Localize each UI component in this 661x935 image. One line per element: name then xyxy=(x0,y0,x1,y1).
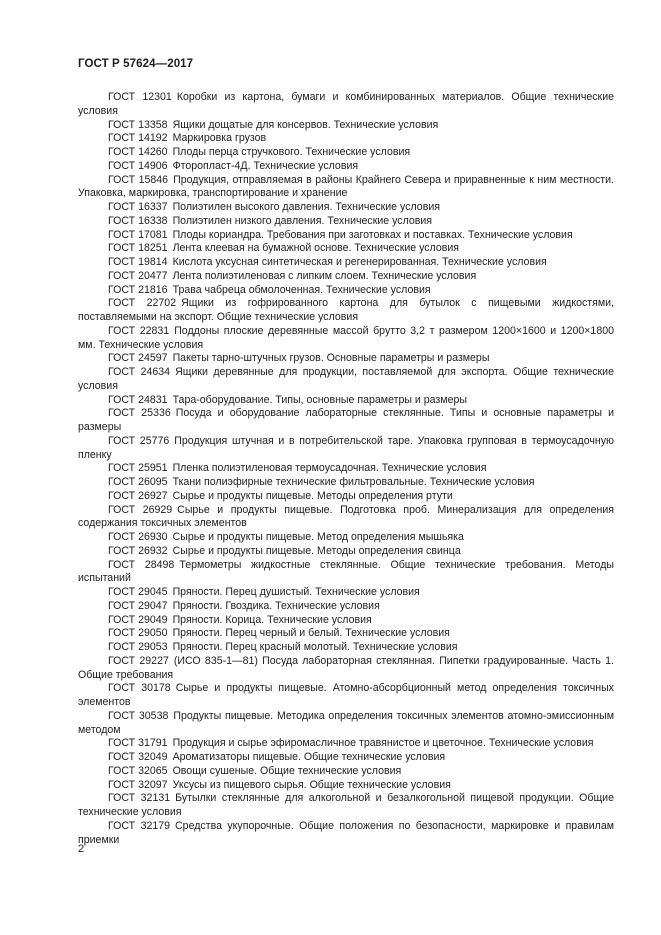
standard-title: Сырье и продукты пищевые. Методы определения ртути xyxy=(172,489,453,502)
document-header: ГОСТ Р 57624—2017 xyxy=(78,58,194,70)
standard-title: Ткани полиэфирные технические фильтровальные. Технические условия xyxy=(172,476,535,488)
standard-title: Продукция штучная и в потребительской таре. Упаковка групповая в термоусадочную пленку xyxy=(78,434,614,461)
standard-title: Термометры жидкостные стеклянные. Общие технические требования. Методы испытаний xyxy=(78,558,614,585)
reference-entry xyxy=(78,655,614,683)
standard-title: Пряности. Перец красный молотый. Технические условия xyxy=(172,641,458,653)
standard-title: Ящики деревянные для продукции, поставляемой для экспорта. Общие технические условия xyxy=(78,366,614,392)
standard-code: ГОСТ 24634 xyxy=(108,366,171,378)
reference-entry xyxy=(78,765,614,779)
standard-code: ГОСТ 17081 xyxy=(108,228,168,241)
reference-entry xyxy=(78,682,614,710)
standard-title: Плоды перца стручкового. Технические условия xyxy=(172,146,411,158)
reference-entry xyxy=(78,462,614,476)
standard-code: ГОСТ 26095 xyxy=(108,476,168,488)
standard-code: ГОСТ 15846 xyxy=(108,173,169,186)
standard-code: ГОСТ 25951 xyxy=(108,462,168,475)
reference-entry xyxy=(78,614,614,628)
standard-title: Сырье и продукты пищевые. Атомно-абсорбционный метод определения токсичных элементов xyxy=(78,682,614,708)
reference-entry xyxy=(78,586,614,600)
standard-title: Сырье и продукты пищевые. Подготовка проб. Минерализация для определения содержания токсичных элементов xyxy=(78,503,614,530)
reference-entry xyxy=(78,215,614,229)
standard-code: ГОСТ 30178 xyxy=(108,682,171,695)
standard-title: Средства укупорочные. Общие положения по безопасности, маркировке и правилам приемки xyxy=(78,819,614,846)
reference-entry xyxy=(78,476,614,490)
reference-entry xyxy=(78,779,614,793)
standard-code: ГОСТ 29047 xyxy=(108,599,168,612)
reference-entry xyxy=(78,792,614,820)
standard-title: Трава чабреца обмолоченная. Технические условия xyxy=(172,283,431,296)
reference-entry xyxy=(78,352,614,366)
standard-code: ГОСТ 25336 xyxy=(108,407,171,420)
reference-entry xyxy=(78,297,614,325)
standard-title: Ароматизаторы пищевые. Общие технические условия xyxy=(172,751,446,763)
standard-title: Продукты пищевые. Методика определения токсичных элементов атомно-эмиссионным методом xyxy=(78,709,614,736)
standard-title: Кислота уксусная синтетическая и регенерированная. Технические условия xyxy=(172,256,547,268)
standard-title: Пряности. Перец душистый. Технические условия xyxy=(172,586,420,598)
standard-code: ГОСТ 29045 xyxy=(108,586,168,598)
standard-code: ГОСТ 32049 xyxy=(108,751,168,763)
standard-title: Полиэтилен низкого давления. Технические условия xyxy=(172,214,433,227)
standard-title: Коробки из картона, бумаги и комбинированных материалов. Общие технические условия xyxy=(78,91,615,117)
reference-entry xyxy=(78,737,614,751)
page-number: 2 xyxy=(78,843,85,855)
standard-title: Пряности. Перец черный и белый. Технические условия xyxy=(172,627,450,640)
standard-code: ГОСТ 29049 xyxy=(108,613,168,626)
standard-code: ГОСТ 19814 xyxy=(108,256,168,268)
reference-entry xyxy=(78,160,614,174)
standard-title: Плоды кориандра. Требования при заготовках и поставках. Технические условия xyxy=(172,228,573,241)
reference-entry xyxy=(78,751,614,765)
reference-entry xyxy=(78,256,614,270)
reference-entry xyxy=(78,270,614,284)
standard-code: ГОСТ 22702 xyxy=(108,297,177,310)
standard-title: Посуда и оборудование лабораторные стеклянные. Типы и основные параметры и размеры xyxy=(78,407,614,433)
standard-code: ГОСТ 32131 xyxy=(108,792,171,805)
standard-code: ГОСТ 32065 xyxy=(108,764,168,777)
standard-title: Пряности. Гвоздика. Технические условия xyxy=(172,599,380,612)
standard-title: (ИСО 835-1—81) Посуда лабораторная стеклянная. Пипетки градуированные. Часть 1. Общие требования xyxy=(78,654,614,681)
standard-title: Бутылки стеклянные для алкогольной и безалкогольной пищевой продукции. Общие технические условия xyxy=(78,792,614,818)
reference-entry xyxy=(78,91,614,119)
reference-entry xyxy=(78,559,614,587)
reference-entry xyxy=(78,710,614,738)
standard-code: ГОСТ 20477 xyxy=(108,269,168,282)
reference-entry xyxy=(78,627,614,641)
standard-code: ГОСТ 30538 xyxy=(108,709,169,722)
standard-code: ГОСТ 26929 xyxy=(108,503,173,516)
standard-title: Сырье и продукты пищевые. Метод определения мышьяка xyxy=(172,531,464,543)
reference-entry xyxy=(78,366,614,394)
standard-code: ГОСТ 28498 xyxy=(108,558,175,571)
standard-title: Сырье и продукты пищевые. Методы определения свинца xyxy=(172,544,461,557)
reference-entry xyxy=(78,394,614,408)
standard-title: Пряности. Корица. Технические условия xyxy=(172,613,372,626)
standard-code: ГОСТ 12301 xyxy=(108,91,172,103)
references-list xyxy=(78,91,614,847)
reference-entry xyxy=(78,820,614,848)
standard-code: ГОСТ 14906 xyxy=(108,159,168,172)
standard-code: ГОСТ 31791 xyxy=(108,737,168,750)
standard-code: ГОСТ 24597 xyxy=(108,352,168,365)
standard-code: ГОСТ 21816 xyxy=(108,283,168,296)
standard-code: ГОСТ 26930 xyxy=(108,531,168,543)
standard-code: ГОСТ 29053 xyxy=(108,641,168,653)
standard-code: ГОСТ 24831 xyxy=(108,393,168,406)
reference-entry xyxy=(78,531,614,545)
standard-code: ГОСТ 29050 xyxy=(108,627,168,640)
standard-title: Продукция, отправляемая в районы Крайнего Севера и приравненные к ним местности. Упаковка, маркировка, транспортирование и хранение xyxy=(78,173,614,200)
standard-code: ГОСТ 29227 xyxy=(108,654,169,667)
reference-entry xyxy=(78,146,614,160)
standard-code: ГОСТ 16338 xyxy=(108,214,168,227)
reference-entry xyxy=(78,407,614,435)
standard-title: Фторопласт-4Д. Технические условия xyxy=(172,159,359,172)
reference-entry xyxy=(78,490,614,504)
reference-entry xyxy=(78,545,614,559)
standard-code: ГОСТ 14192 xyxy=(108,132,168,145)
reference-entry xyxy=(78,284,614,298)
standard-title: Ящики дощатые для консервов. Технические условия xyxy=(172,118,439,131)
standard-title: Полиэтилен высокого давления. Технические условия xyxy=(172,201,440,213)
standard-title: Тара-оборудование. Типы, основные параметры и размеры xyxy=(172,393,467,406)
standard-code: ГОСТ 22831 xyxy=(108,324,170,337)
standard-title: Овощи сушеные. Общие технические условия xyxy=(172,764,402,777)
reference-entry xyxy=(78,201,614,215)
reference-entry xyxy=(78,132,614,146)
standard-code: ГОСТ 26932 xyxy=(108,544,168,557)
reference-entry xyxy=(78,325,614,353)
standard-code: ГОСТ 14260 xyxy=(108,146,168,158)
reference-entry xyxy=(78,435,614,463)
reference-entry xyxy=(78,504,614,532)
reference-entry xyxy=(78,174,614,202)
reference-entry xyxy=(78,119,614,133)
reference-entry xyxy=(78,242,614,256)
standard-title: Поддоны плоские деревянные массой брутто 3,2 т размером 1200×1600 и 1200×1800 мм. Технические условия xyxy=(78,324,614,351)
standard-code: ГОСТ 13358 xyxy=(108,118,168,131)
standard-title: Продукция и сырье эфиромасличное травянистое и цветочное. Технические условия xyxy=(172,737,594,750)
reference-entry xyxy=(78,600,614,614)
standard-title: Маркировка грузов xyxy=(172,132,267,145)
standard-code: ГОСТ 32097 xyxy=(108,778,168,791)
standard-title: Пленка полиэтиленовая термоусадочная. Технические условия xyxy=(172,462,487,475)
standard-code: ГОСТ 16337 xyxy=(108,201,168,213)
standard-title: Пакеты тарно-штучных грузов. Основные параметры и размеры xyxy=(172,352,490,365)
standard-title: Лента клеевая на бумажной основе. Технические условия xyxy=(172,242,460,255)
reference-entry xyxy=(78,641,614,655)
standard-code: ГОСТ 25776 xyxy=(108,434,170,447)
standard-title: Уксусы из пищевого сырья. Общие технические условия xyxy=(172,778,451,791)
standard-code: ГОСТ 32179 xyxy=(108,819,171,832)
standard-title: Ящики из гофрированного картона для бутылок с пищевыми жидкостями, поставляемыми на экспорт. Общие технические условия xyxy=(78,297,615,323)
standard-title: Лента полиэтиленовая с липким слоем. Технические условия xyxy=(172,269,477,282)
reference-entry xyxy=(78,229,614,243)
standard-code: ГОСТ 26927 xyxy=(108,489,168,502)
standard-code: ГОСТ 18251 xyxy=(108,242,168,255)
